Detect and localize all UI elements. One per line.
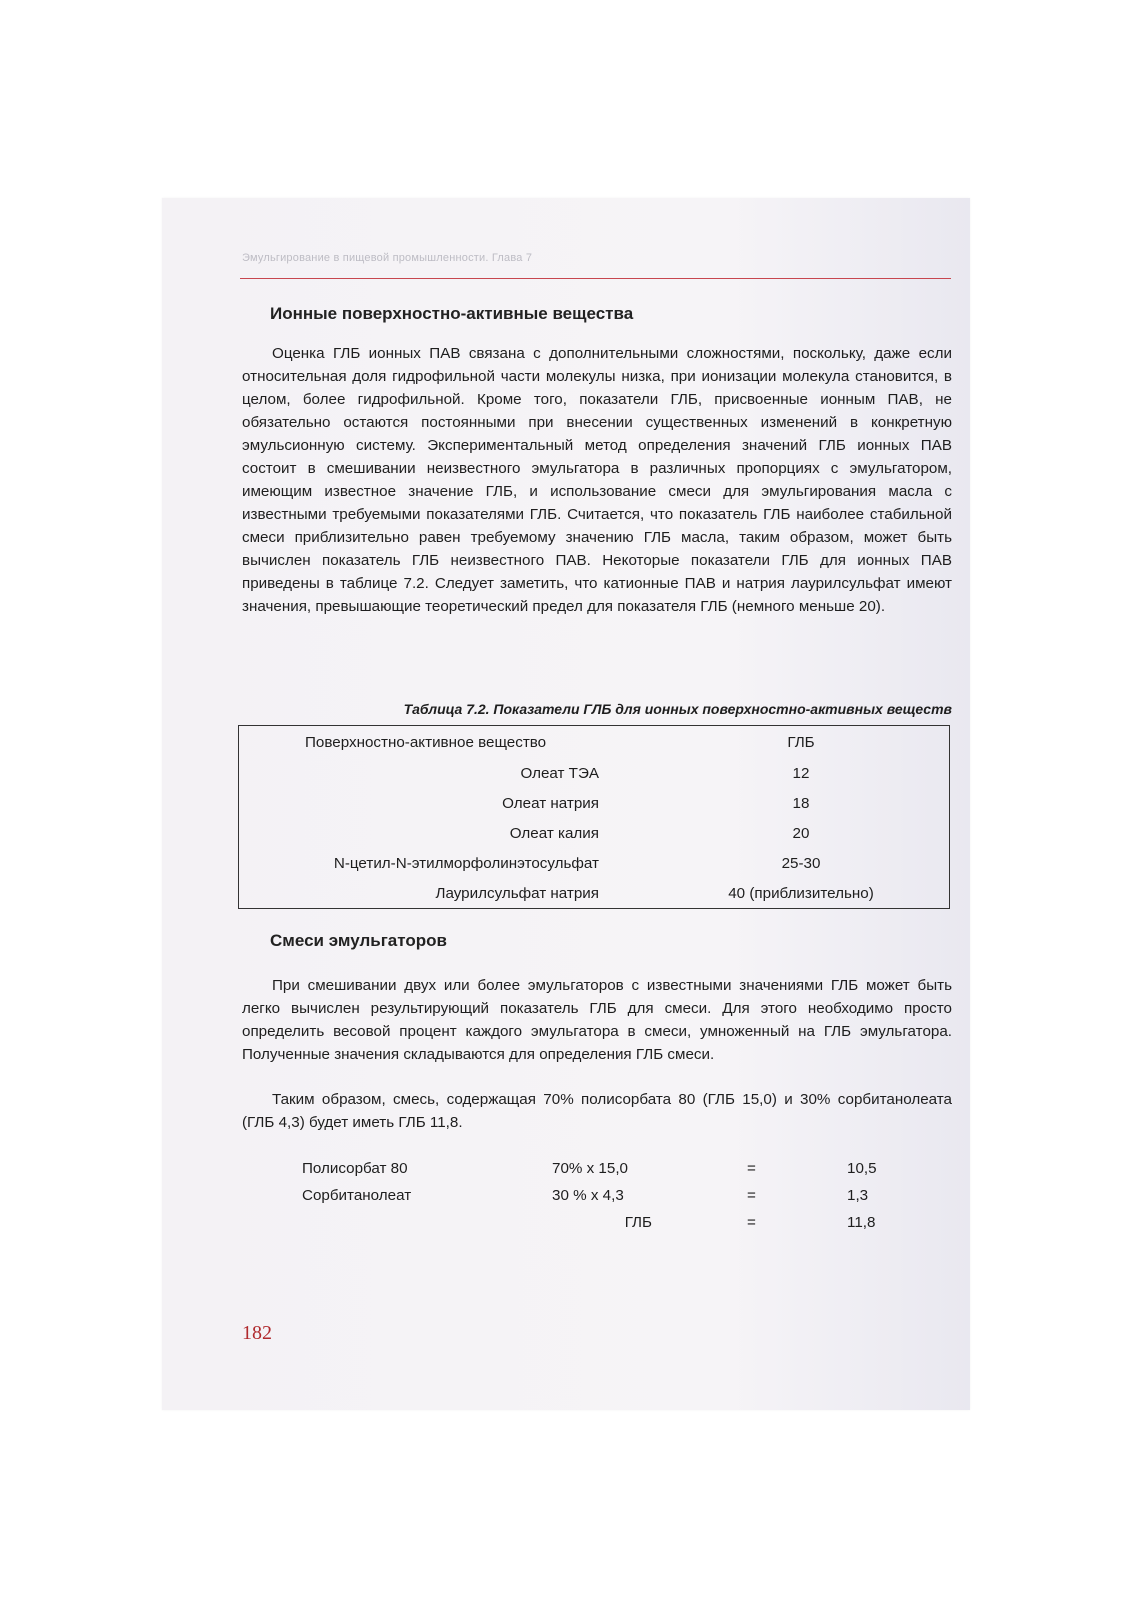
section-title-ionic: Ионные поверхностно-активные вещества	[270, 304, 634, 323]
calc-value: 11,8	[847, 1214, 876, 1231]
table-row	[239, 758, 950, 788]
cell-surfactant: Олеат ТЭА	[520, 764, 599, 782]
header-rule	[240, 278, 951, 279]
calc-expression: 70% х 15,0	[552, 1160, 628, 1177]
table-row	[239, 788, 950, 818]
book-page	[162, 198, 970, 1410]
cell-surfactant: Лаурилсульфат натрия	[435, 884, 599, 902]
cell-surfactant: N-цетил-N-этилморфолинэтосульфат	[333, 854, 599, 872]
section-title-blends: Смеси эмульгаторов	[270, 931, 447, 950]
calc-expression: ГЛБ	[624, 1214, 652, 1231]
cell-hlb: 20	[792, 824, 810, 842]
calc-equals: =	[747, 1160, 756, 1177]
calc-name: Полисорбат 80	[302, 1160, 408, 1177]
cell-surfactant: Олеат калия	[509, 824, 599, 842]
header-hlb: ГЛБ	[787, 733, 815, 751]
calc-value: 10,5	[847, 1160, 877, 1177]
table-row	[239, 878, 950, 909]
running-head: Эмульгирование в пищевой промышленности. Глава 7	[242, 252, 533, 264]
paragraph-blends-1: При смешивании двух или более эмульгаторов с известными значениями ГЛБ может быть легко вычислен результирующий показатель ГЛБ для смеси. Для этого необходимо просто определить весовой процент каждого эмульгатора в смеси, умноженный на ГЛБ эмульгатора. Полученные значения складываются для определения ГЛБ смеси.	[242, 977, 952, 1063]
page-number: 182	[242, 1322, 272, 1344]
table-row	[239, 848, 950, 878]
paragraph-blends-2: Таким образом, смесь, содержащая 70% полисорбата 80 (ГЛБ 15,0) и 30% сорбитанолеата (ГЛБ 4,3) будет иметь ГЛБ 11,8.	[242, 1091, 952, 1131]
calc-equals: =	[747, 1214, 756, 1231]
calc-value: 1,3	[847, 1187, 869, 1204]
hlb-table	[238, 725, 950, 909]
cell-hlb: 18	[792, 794, 810, 812]
header-surfactant: Поверхностно-активное вещество	[305, 733, 547, 751]
cell-hlb: 25-30	[781, 854, 821, 872]
cell-hlb: 12	[792, 764, 810, 782]
table-caption: Таблица 7.2. Показатели ГЛБ для ионных поверхностно-активных веществ	[403, 701, 952, 717]
calc-expression: 30 % х 4,3	[552, 1187, 624, 1204]
cell-hlb: 40 (приблизительно)	[728, 884, 874, 902]
table-header-row	[239, 726, 950, 759]
calc-equals: =	[747, 1187, 756, 1204]
paragraph-ionic: Оценка ГЛБ ионных ПАВ связана с дополнительными сложностями, поскольку, даже если относительная доля гидрофильной части молекулы низка, при ионизации молекула становится, в целом, более гидрофильной. Кроме того, показатели ГЛБ, присвоенные ионным ПАВ, не обязательно остаются постоянными при внесении существенных изменений в конкретную эмульсионную систему. Экспериментальный метод определения значений ГЛБ ионных ПАВ состоит в смешивании неизвестного эмульгатора в различных пропорциях с эмульгатором, имеющим известное значение ГЛБ, и использование смеси для эмульгирования масла с известными требуемыми показателями ГЛБ. Считается, что показатель ГЛБ наиболее стабильной смеси приблизительно равен требуемому значению ГЛБ масла, таким образом, может быть вычислен показатель ГЛБ неизвестного ПАВ. Некоторые показатели ГЛБ для ионных ПАВ приведены в таблице 7.2. Следует заметить, что катионные ПАВ и натрия лаурилсульфат имеют значения, превышающие теоретический предел для показателя ГЛБ (немного меньше 20).	[242, 345, 952, 615]
cell-surfactant: Олеат натрия	[502, 794, 599, 812]
calc-name: Сорбитанолеат	[302, 1187, 412, 1204]
table-row	[239, 818, 950, 848]
